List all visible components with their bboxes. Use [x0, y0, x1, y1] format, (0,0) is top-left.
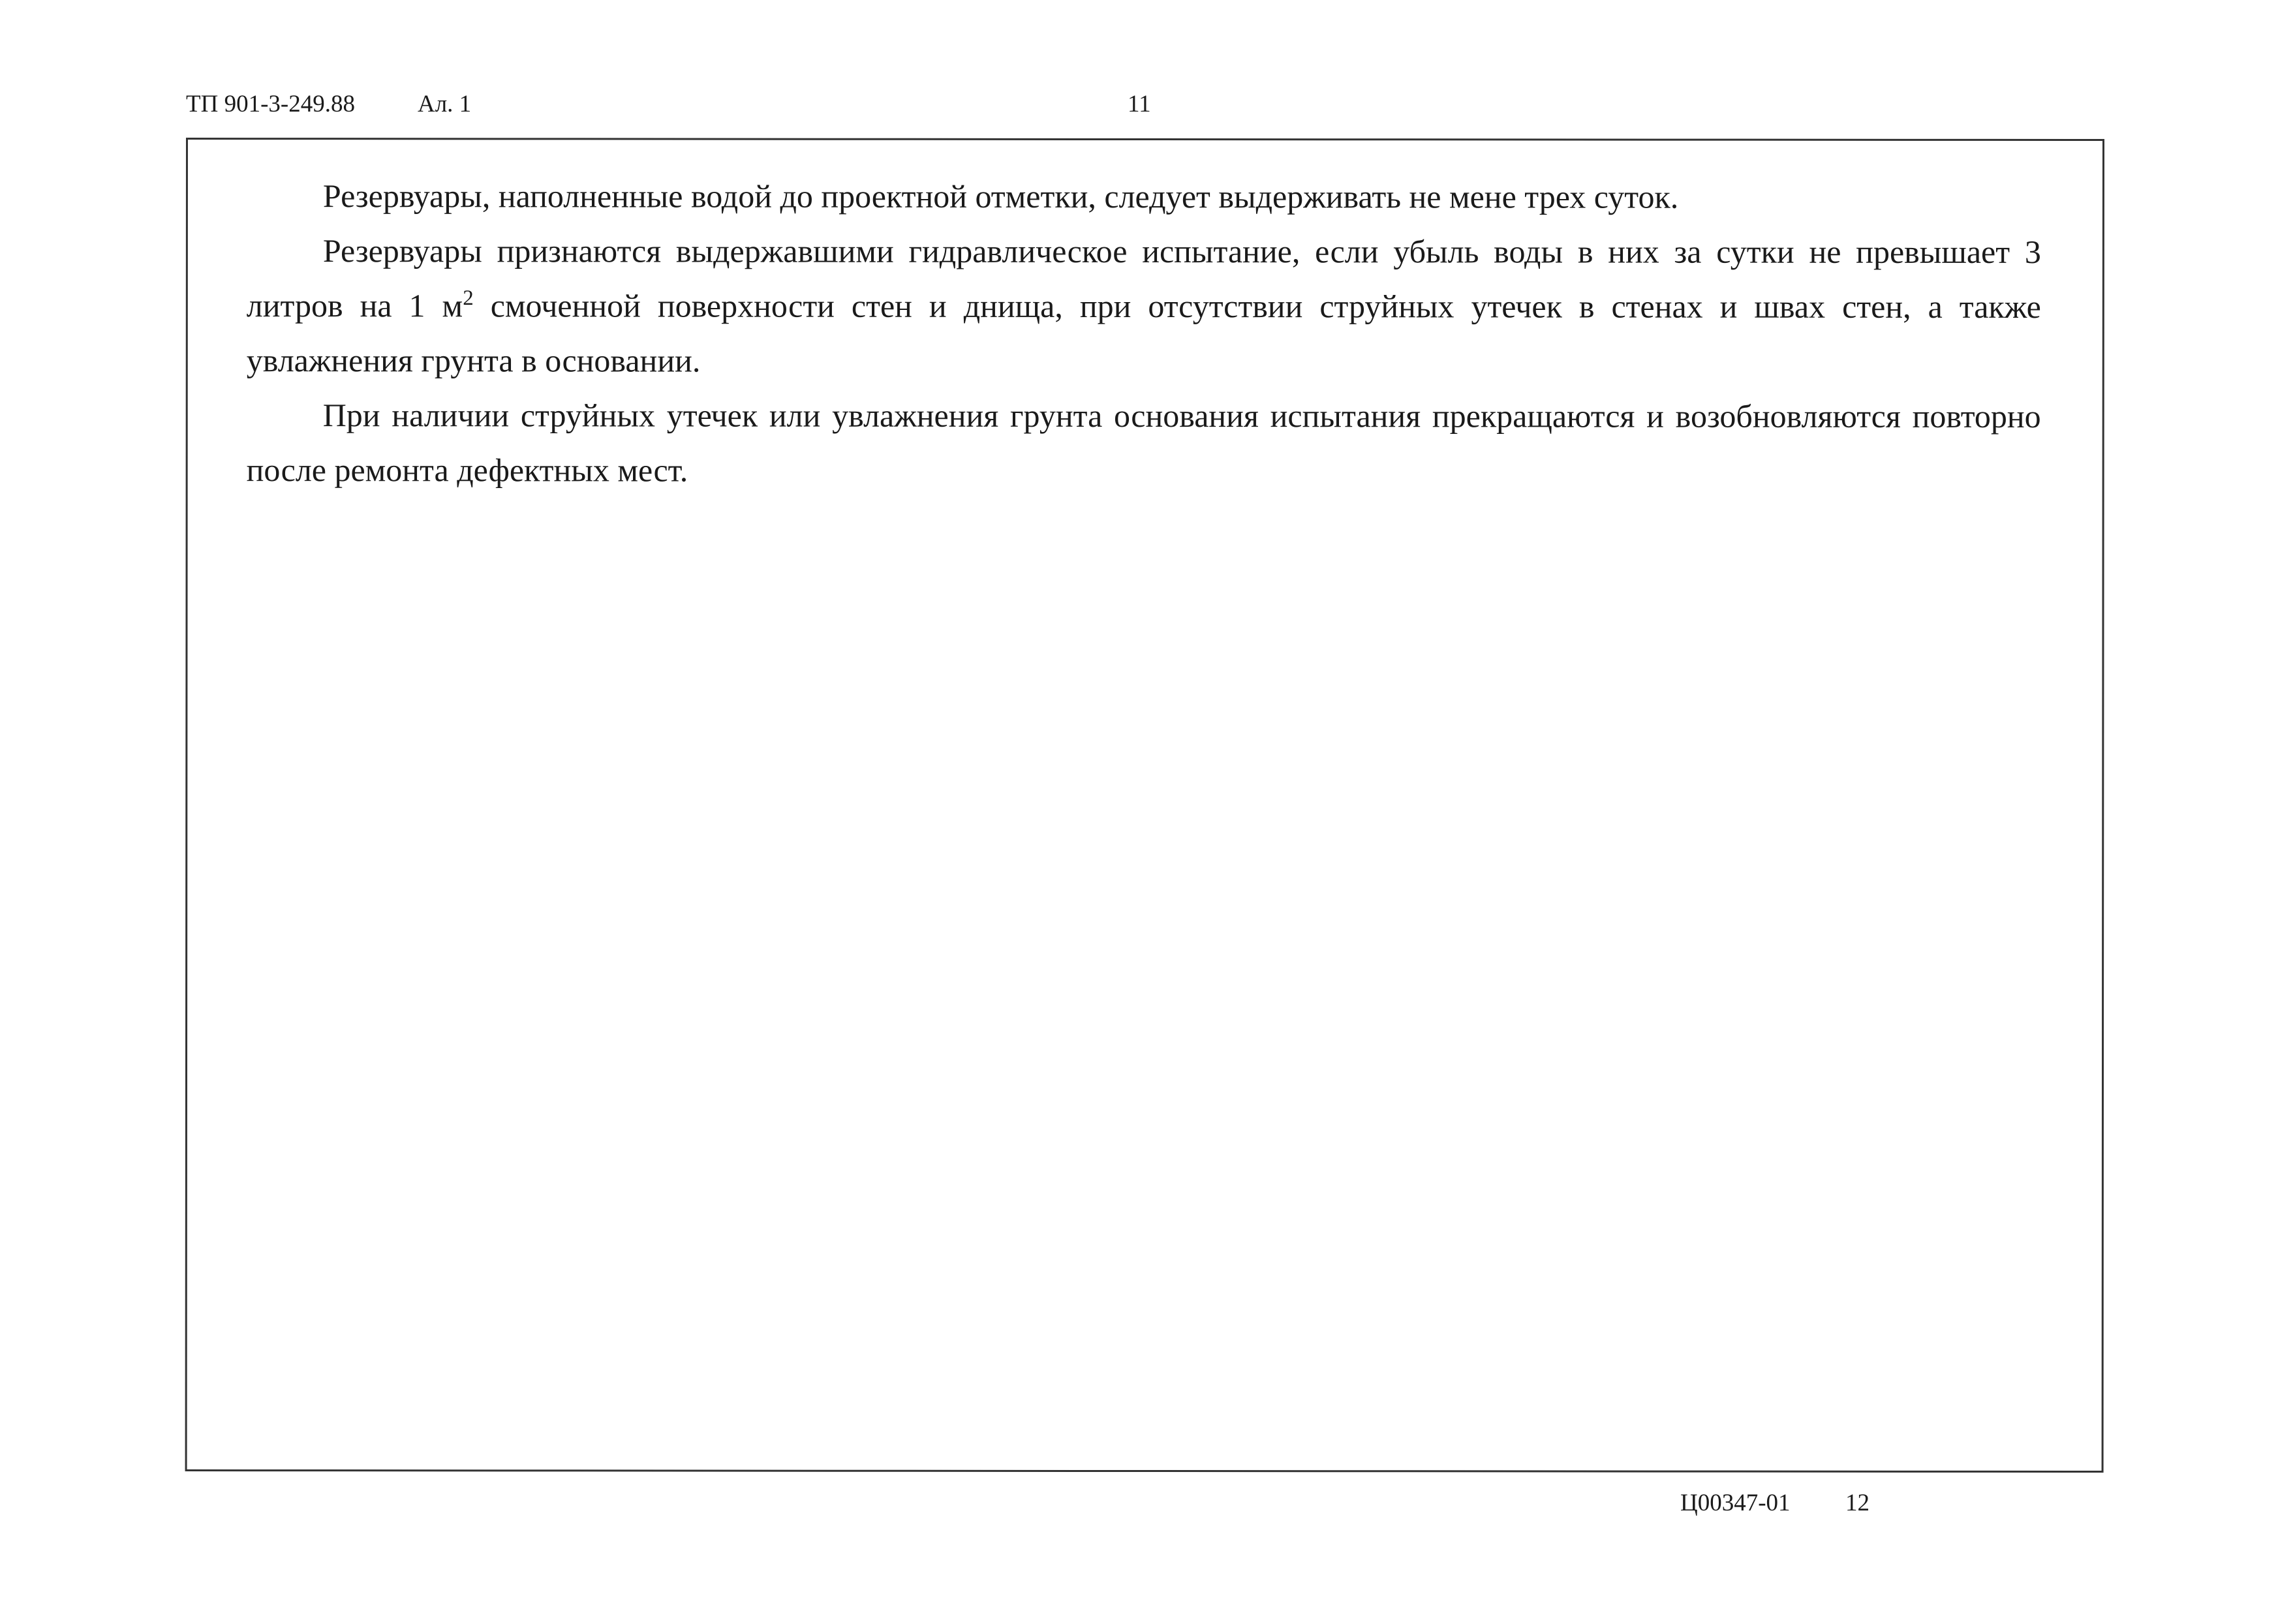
- paragraph-2-part-1: Резервуары признаются выдержавшими гидравлическое испытание, если убыль воды в них за сутки не превышает 3 литров на 1 м: [246, 232, 2041, 324]
- page-frame: [185, 138, 2104, 1473]
- document-code: ТП 901-3-249.88: [186, 91, 355, 117]
- album-label: Ал. 1: [418, 91, 472, 117]
- paragraph-1: Резервуары, наполненные водой до проектной отметки, следует выдерживать не мене трех суток.: [322, 177, 1679, 215]
- paragraph-2-part-2: смоченной поверхности стен и днища, при отсутствии струйных утечек в стенах и швах стен, а также увлажнения грунта в основании.: [246, 287, 2041, 379]
- paragraph-3: При наличии струйных утечек или увлажнения грунта основания испытания прекращаются и возобновляются повторно после ремонта дефектных мест.: [246, 397, 2041, 489]
- body-text: [247, 168, 2041, 498]
- paragraph-2: [247, 223, 2041, 389]
- archive-code: Ц00347-01: [1680, 1490, 1791, 1516]
- page-number: 11: [1128, 91, 1151, 117]
- superscript-square: 2: [463, 286, 474, 311]
- sheet-number: 12: [1845, 1490, 1870, 1516]
